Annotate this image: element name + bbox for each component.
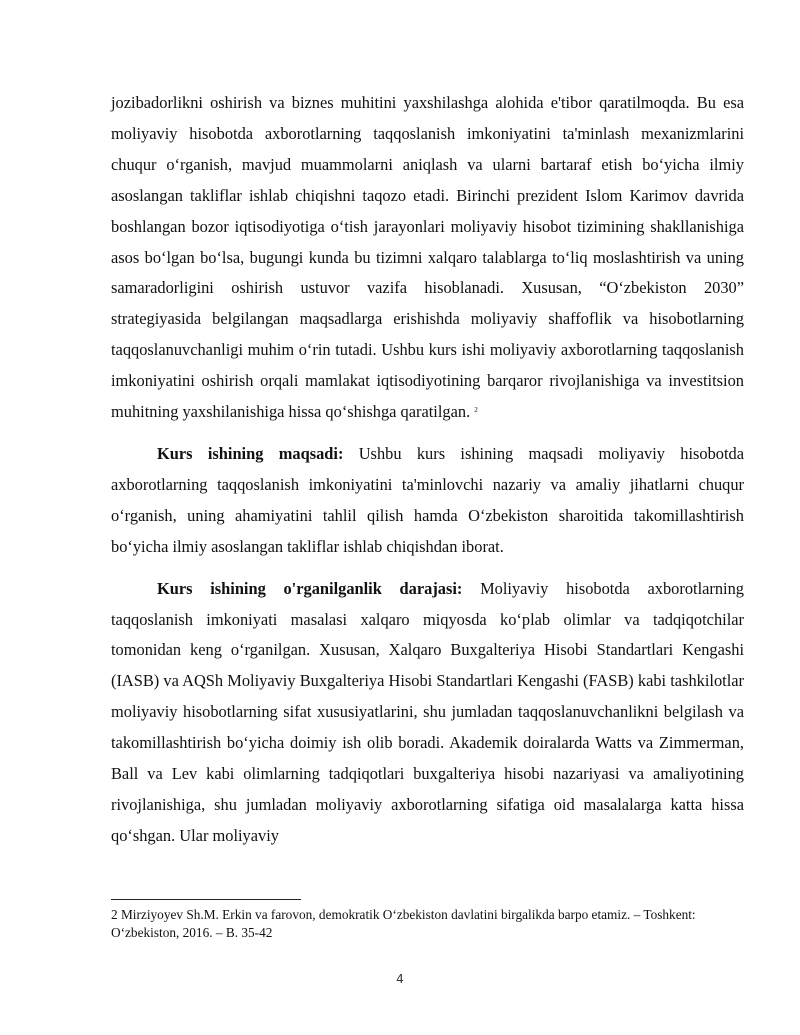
- footnote-text: Mirziyoyev Sh.M. Erkin va farovon, demokratik O‘zbekiston davlatini birgalikda barpo etamiz. – Toshkent: O‘zbekiston, 2016. – B. 35-42: [111, 907, 696, 941]
- footnote-separator: [111, 899, 301, 900]
- paragraph-study-level: [111, 574, 744, 852]
- footnote-reference: 2: [474, 406, 478, 415]
- body-text: [111, 88, 744, 852]
- page-number: 4: [396, 972, 404, 986]
- paragraph-intro: [111, 88, 744, 428]
- paragraph-goal-heading: Kurs ishining maqsadi:: [157, 443, 344, 463]
- footnote-number: 2: [111, 907, 118, 922]
- footnote: [111, 906, 744, 943]
- paragraph-study-level-text: Moliyaviy hisobotda axborotlarning taqqoslanish imkoniyati masalasi xalqaro miqyosda ko‘plab olimlar va tadqiqotchilar tomonidan keng o‘rganilgan. Xususan, Xalqaro Buxgalteriya Hisobi Standartlari Kengashi (IASB) va AQSh Moliyaviy Buxgalteriya Hisobi Standartlari Kengashi (FASB) kabi tashkilotlar moliyaviy hisobotlarning sifat xususiyatlarini, shu jumladan taqqoslanuvchanlikni belgilash va takomillashtirish bo‘yicha doimiy ish olib boradi. Akademik doiralarda Watts va Zimmerman, Ball va Lev kabi olimlarning tadqiqotlari buxgalteriya hisobi nazariyasi va amaliyotining rivojlanishiga, shu jumladan moliyaviy axborotlarning sifatiga oid masalalarga katta hissa qo‘shgan. Ular moliyaviy: [111, 578, 744, 845]
- paragraph-intro-text: jozibadorlikni oshirish va biznes muhitini yaxshilashga alohida e'tibor qaratilmoqda. Bu esa moliyaviy hisobotda axborotlarning taqqoslanish imkoniyatini ta'minlash mexanizmlarini chuqur o‘rganish, mavjud muammolarni aniqlash va ularni bartaraf etish bo‘yicha ilmiy asoslangan takliflar ishlab chiqishni taqozo etadi. Birinchi prezident Islom Karimov davrida boshlangan bozor iqtisodiyotiga o‘tish jarayonlari moliyaviy hisobot tizimining shakllanishiga asos bo‘lgan bo‘lsa, bugungi kunda bu tizimni xalqaro talablarga to‘liq moslashtirish va uning samaradorligini oshirish ustuvor vazifa hisoblanadi. Xususan, “O‘zbekiston 2030” strategiyasida belgilangan maqsadlarga erishishda moliyaviy shaffoflik va hisobotlarning taqqoslanuvchanligi muhim o‘rin tutadi. Ushbu kurs ishi moliyaviy axborotlarning taqqoslanish imkoniyatini oshirish orqali mamlakat iqtisodiyotining barqaror rivojlanishiga va investitsion muhitning yaxshilanishiga hissa qo‘shishga qaratilgan.: [111, 93, 744, 422]
- paragraph-goal-text: Ushbu kurs ishining maqsadi moliyaviy hisobotda axborotlarning taqqoslanish imkoniyatini ta'minlovchi nazariy va amaliy jihatlarni chuqur o‘rganish, uning ahamiyatini tahlil qilish hamda O‘zbekiston sharoitida takomillashtirish bo‘yicha ilmiy asoslangan takliflar ishlab chiqishdan iborat.: [111, 443, 744, 556]
- paragraph-goal: [111, 439, 744, 563]
- paragraph-study-level-heading: Kurs ishining o'rganilganlik darajasi:: [157, 578, 463, 598]
